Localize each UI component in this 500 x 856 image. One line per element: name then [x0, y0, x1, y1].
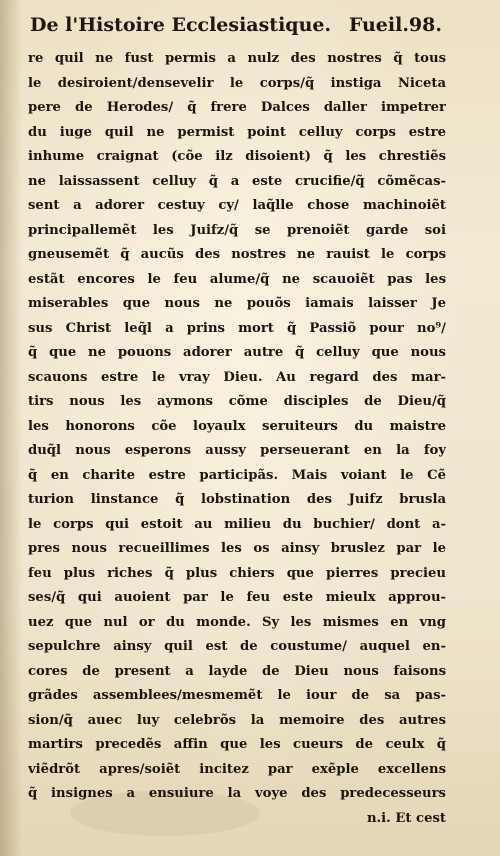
text-line: pere de Herodes/ q̃ frere Dalces daller impetrer — [28, 100, 446, 115]
folio-number: Fueil.98. — [348, 14, 442, 36]
text-line: estãt encores le feu alume/q̃ ne scauoiẽt pas les — [28, 271, 446, 287]
text-line: le desiroient/densevelir le corps/q̃ instiga Niceta — [28, 75, 446, 91]
text-line: cores de present a layde de Dieu nous faisons — [28, 663, 446, 679]
text-line: feu plus riches q̃ plus chiers que pierres precieu — [28, 565, 446, 581]
text-line: du iuge quil ne permist point celluy corps estre — [28, 124, 446, 140]
text-line: tirs nous les aymons cõme disciples de Dieu/q̃ — [28, 394, 446, 409]
text-line: le corps qui estoit au milieu du buchier/ dont a- — [28, 516, 446, 532]
running-header — [30, 8, 442, 42]
text-line: sus Christ leq̃l a prins mort q̃ Passiõ pour no⁹/ — [28, 320, 446, 336]
text-line: martirs precedẽs affin que les cueurs de ceulx q̃ — [28, 737, 446, 752]
text-line: sepulchre ainsy quil est de coustume/ auquel en- — [28, 639, 446, 654]
text-line: gneusemẽt q̃ aucũs des nostres ne rauist le corps — [28, 247, 446, 262]
text-line: principallemẽt les Juifz/q̃ se prenoiẽt garde soi — [28, 222, 446, 238]
page-gutter-shadow — [0, 0, 22, 856]
text-line: viẽdrõt apres/soiẽt incitez par exẽple excellens — [28, 761, 446, 777]
text-line: re quil ne fust permis a nulz des nostres q̃ tous — [28, 51, 446, 66]
text-line: uez que nul or du monde. Sy les mismes en vng — [28, 614, 446, 630]
running-title: De l'Histoire Ecclesiastique. — [30, 14, 332, 36]
text-line: q̃ insignes a ensuiure la voye des predecesseurs — [28, 786, 446, 801]
text-line: duq̃l nous esperons aussy perseuerant en la foy — [28, 443, 446, 458]
text-line: sion/q̃ auec luy celebrõs la memoire des autres — [28, 712, 446, 728]
text-line: ne laissassent celluy q̃ a este crucifie/q̃ cõmẽcas- — [28, 173, 446, 189]
text-line: pres nous recueillimes les os ainsy bruslez par le — [28, 541, 446, 556]
body-text — [28, 47, 446, 831]
text-line: les honorons cõe loyaulx seruiteurs du maistre — [28, 418, 446, 434]
signature-and-catchword: n.i. Et cest — [366, 810, 446, 826]
text-line: grãdes assemblees/mesmemẽt le iour de sa pas- — [28, 688, 446, 703]
text-line: scauons estre le vray Dieu. Au regard des mar- — [28, 369, 446, 385]
text-line: inhume craignat (cõe ilz disoient) q̃ les chrestiẽs — [28, 149, 446, 164]
text-line: turion linstance q̃ lobstination des Juifz brusla — [28, 492, 446, 507]
text-line: sent a adorer cestuy cy/ laq̃lle chose machinoiẽt — [28, 198, 446, 213]
text-line: ses/q̃ qui auoient par le feu este mieulx approu- — [28, 590, 446, 605]
text-line: q̃ que ne pouons adorer autre q̃ celluy que nous — [28, 345, 446, 360]
text-line: miserables que nous ne pouõs iamais laisser Je — [28, 296, 446, 311]
text-line: q̃ en charite estre participãs. Mais voiant le Cẽ — [28, 467, 446, 483]
